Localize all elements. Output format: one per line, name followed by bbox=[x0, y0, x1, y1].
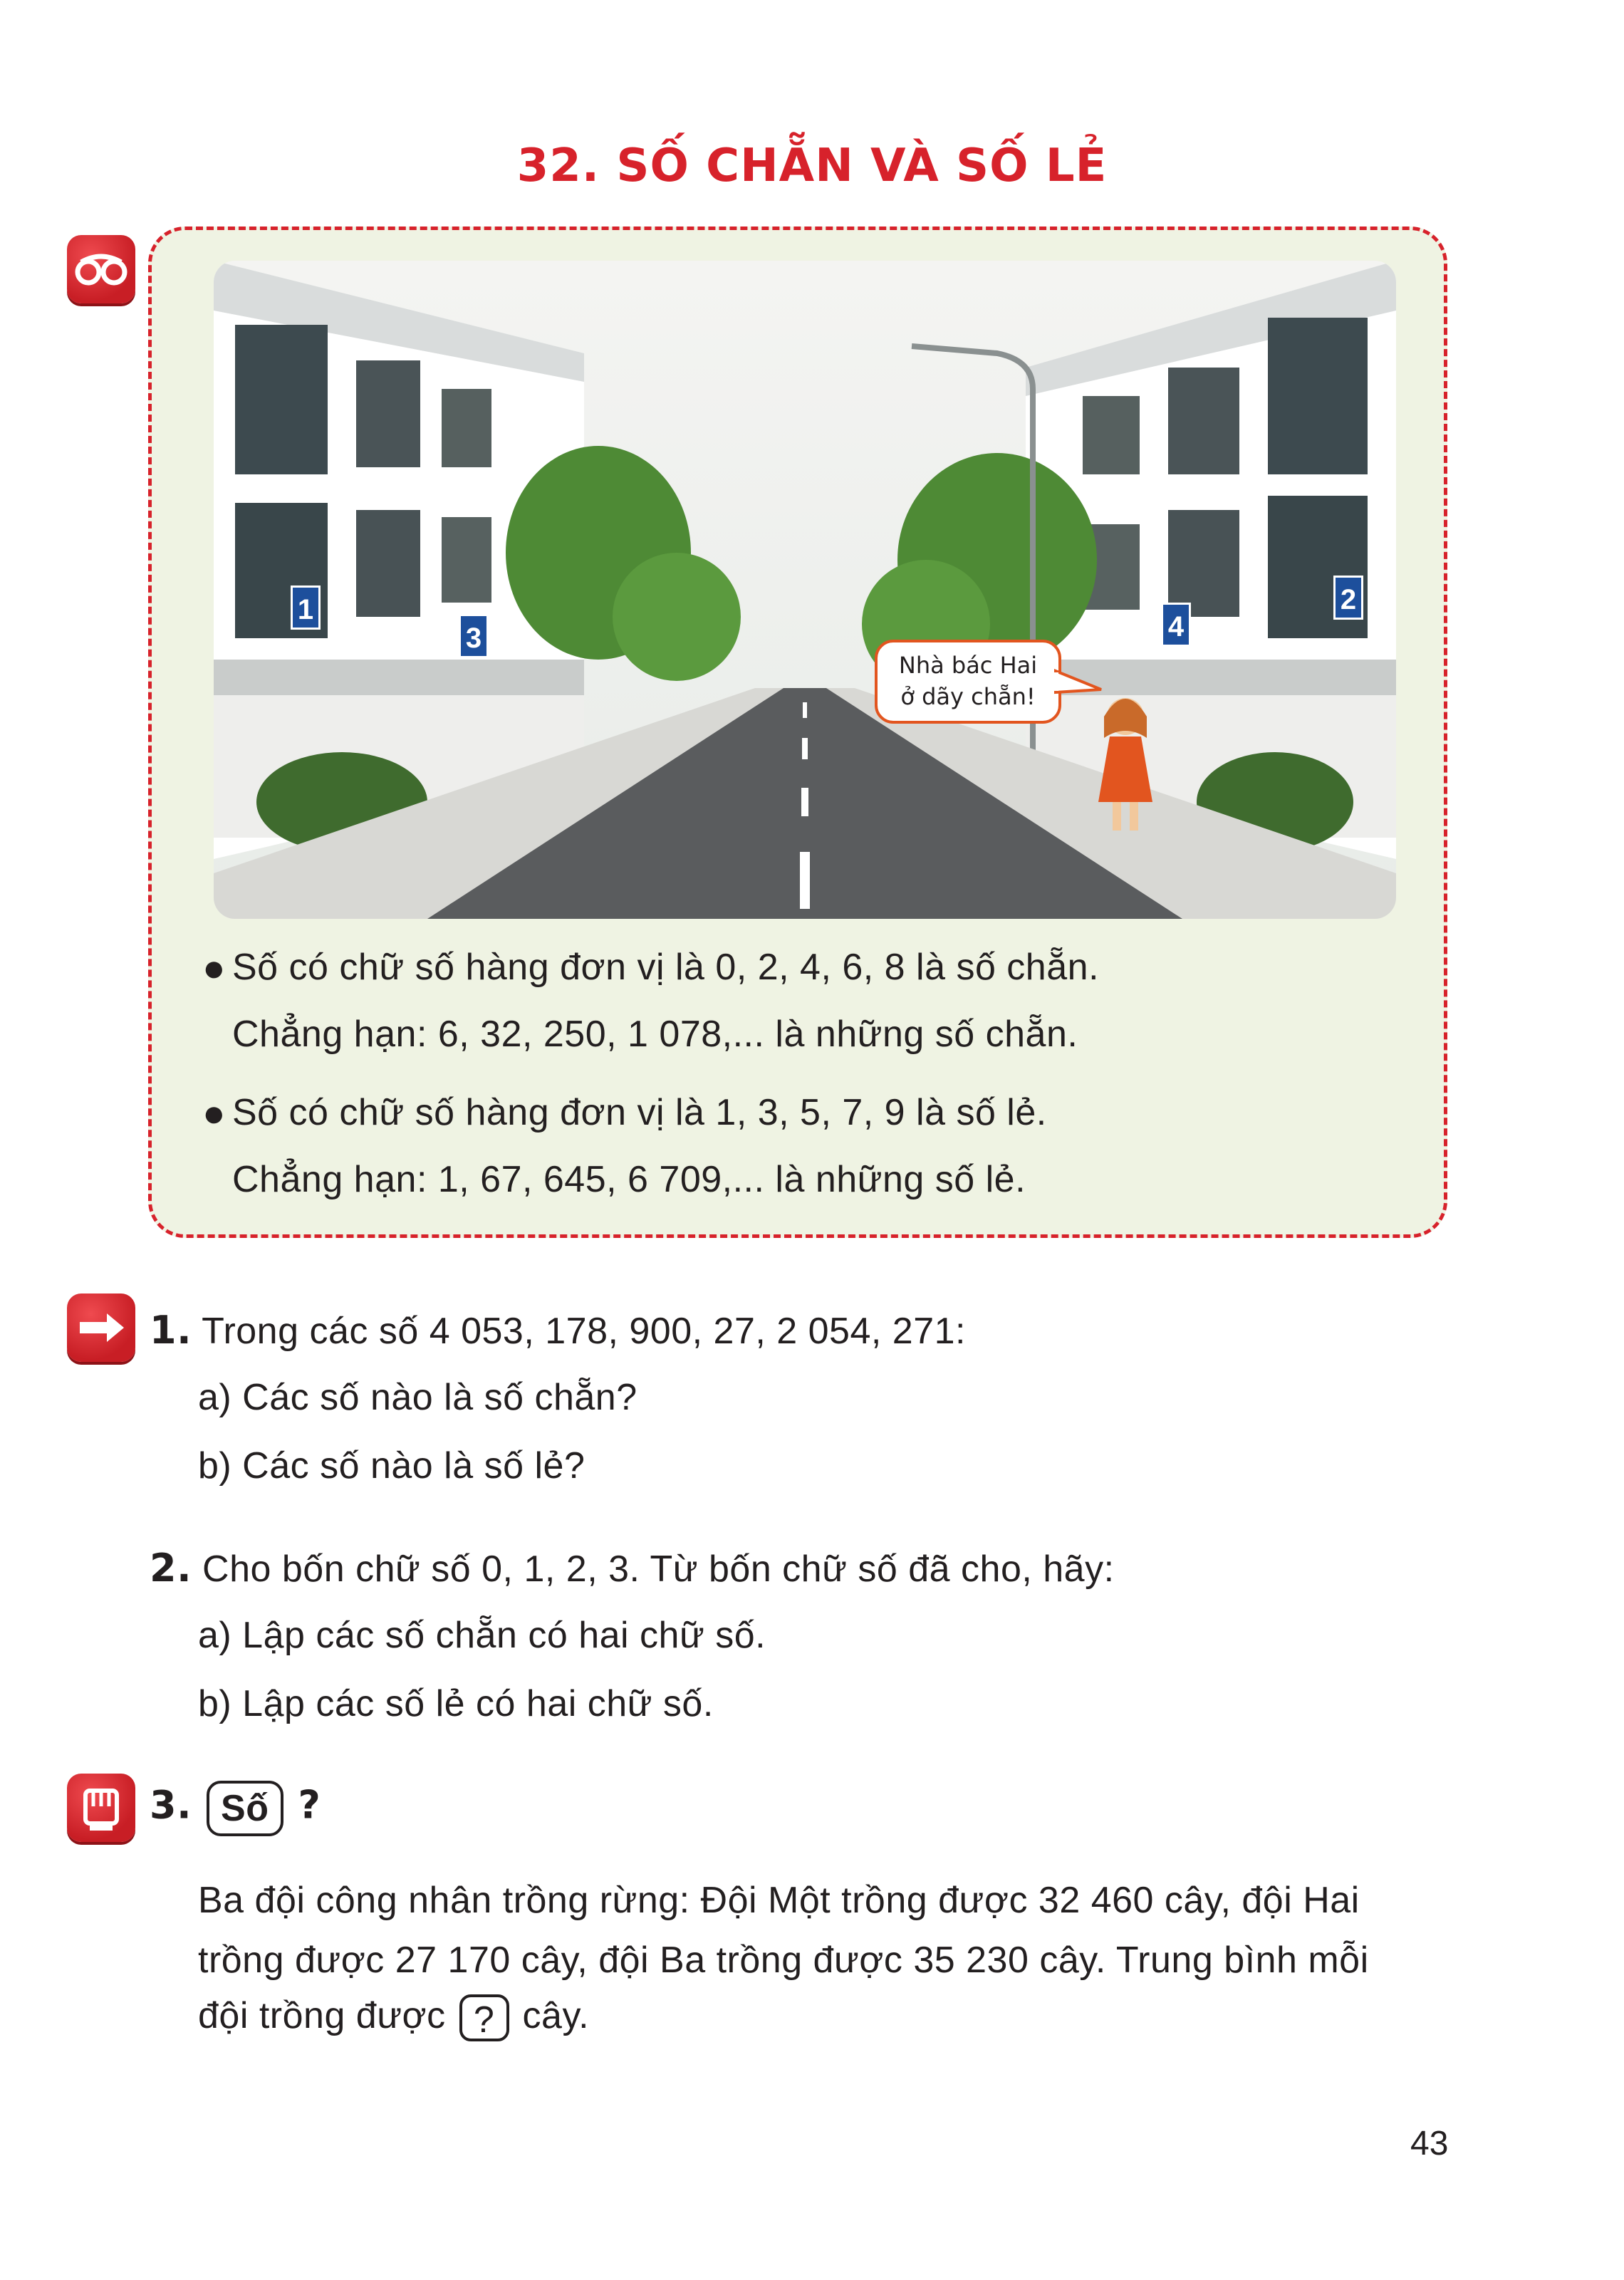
fist-icon bbox=[67, 1774, 135, 1842]
exercise-3 bbox=[150, 1781, 321, 1836]
speech-bubble bbox=[875, 640, 1061, 724]
exercise-2 bbox=[150, 1546, 1115, 1591]
exercise-3-text-line bbox=[198, 1994, 589, 2041]
question-mark: ? bbox=[298, 1782, 321, 1828]
even-rule-text: Số có chữ số hàng đơn vị là 0, 2, 4, 6, 8 là số chẵn. bbox=[232, 947, 1100, 988]
exercise-prompt: Cho bốn chữ số 0, 1, 2, 3. Từ bốn chữ số đã cho, hãy: bbox=[202, 1548, 1115, 1590]
exercise-3-text-line: Ba đội công nhân trồng rừng: Đội Một trồng được 32 460 cây, đội Hai bbox=[198, 1880, 1360, 1921]
practice-arrows-icon bbox=[67, 1293, 135, 1362]
exercise-1a: a) Các số nào là số chẵn? bbox=[198, 1377, 637, 1418]
odd-example-text: Chẳng hạn: 1, 67, 645, 6 709,... là những số lẻ. bbox=[232, 1159, 1026, 1200]
exercise-2a: a) Lập các số chẵn có hai chữ số. bbox=[198, 1615, 766, 1656]
bullet-icon: ● bbox=[202, 1092, 226, 1135]
odd-rule-text: Số có chữ số hàng đơn vị là 1, 3, 5, 7, 9 là số lẻ. bbox=[232, 1092, 1047, 1133]
speech-bubble-line: ở dãy chẵn! bbox=[900, 683, 1036, 710]
exercise-2b: b) Lập các số lẻ có hai chữ số. bbox=[198, 1683, 714, 1724]
exercise-1b: b) Các số nào là số lẻ? bbox=[198, 1445, 585, 1487]
even-example-text: Chẳng hạn: 6, 32, 250, 1 078,... là những số chẵn. bbox=[232, 1014, 1078, 1055]
exercise-1 bbox=[150, 1308, 966, 1353]
exercise-3-text: đội trồng được bbox=[198, 1995, 446, 2036]
lesson-title: 32. SỐ CHẴN VÀ SỐ LẺ bbox=[516, 140, 1108, 192]
exercise-prompt: Trong các số 4 053, 178, 900, 27, 2 054, 271: bbox=[202, 1311, 966, 1352]
exercise-3-text-line: trồng được 27 170 cây, đội Ba trồng được 35 230 cây. Trung bình mỗi bbox=[198, 1940, 1369, 1981]
house-number-sign: 4 bbox=[1161, 603, 1191, 647]
binoculars-icon bbox=[67, 235, 135, 303]
exercise-3-text: cây. bbox=[522, 1995, 590, 2036]
so-box: Số bbox=[207, 1781, 283, 1836]
house-number-sign: 1 bbox=[291, 585, 321, 630]
street-illustration bbox=[214, 261, 1396, 919]
speech-bubble-line: Nhà bác Hai bbox=[898, 652, 1038, 679]
exercise-number: 1. bbox=[150, 1308, 192, 1353]
speech-bubble-tail bbox=[1054, 668, 1104, 704]
exercise-number: 3. bbox=[150, 1782, 192, 1828]
house-number-sign: 3 bbox=[459, 614, 489, 658]
house-number-sign: 2 bbox=[1333, 576, 1363, 620]
page-number: 43 bbox=[1410, 2125, 1449, 2162]
answer-blank-box[interactable]: ? bbox=[459, 1994, 509, 2041]
bullet-icon: ● bbox=[202, 947, 226, 989]
exercise-number: 2. bbox=[150, 1546, 192, 1591]
